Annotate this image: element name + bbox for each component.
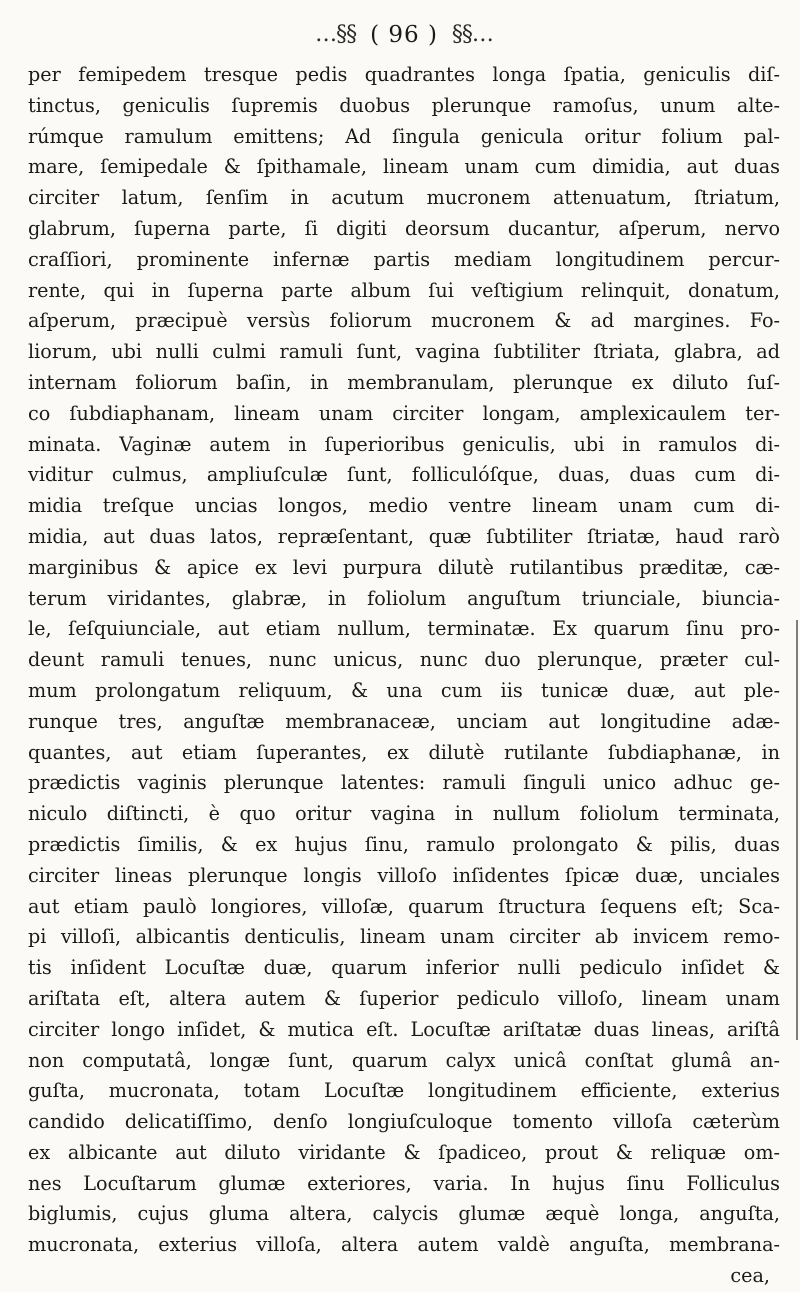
text-line: prædictis vaginis plerunque latentes: ramuli ſinguli unico adhuc ge- — [28, 771, 780, 795]
text-line: mare, ſemipedale & ſpithamale, lineam unam cum dimidia, aut duas — [28, 155, 780, 179]
text-line: craſſiori, prominente infernæ partis mediam longitudinem percur- — [28, 247, 780, 271]
text-line: circiter latum, ſenſim in acutum mucronem attenuatum, ſtriatum, — [28, 186, 780, 210]
text-line: ariſtata eſt, altera autem & ſuperior pediculo villoſo, lineam unam — [28, 986, 780, 1010]
text-line: nes Locuſtarum glumæ exteriores, varia. In hujus ſinu Folliculus — [28, 1171, 780, 1195]
left-ornament: …§§ — [315, 22, 357, 47]
text-line: tis inſident Locuſtæ duæ, quarum inferior nulli pediculo inſidet & — [28, 956, 780, 980]
text-line: aut etiam paulò longiores, villoſæ, quarum ſtructura ſequens eſt; Sca- — [28, 894, 780, 918]
text-line: aſperum, præcipuè versùs foliorum mucronem & ad margines. Fo- — [28, 309, 780, 333]
text-line: circiter lineas plerunque longis villoſo inſidentes ſpicæ duæ, unciales — [28, 863, 780, 887]
text-line: rente, qui in ſuperna parte album ſui veſtigium relinquit, donatum, — [28, 278, 780, 302]
text-line: minata. Vaginæ autem in ſuperioribus geniculis, ubi in ramulos di- — [28, 432, 780, 456]
text-line: terum viridantes, glabræ, in foliolum anguſtum triunciale, biuncia- — [28, 586, 780, 610]
body-text — [28, 60, 780, 1292]
text-line: prædictis ſimilis, & ex hujus ſinu, ramulo prolongato & pilis, duas — [28, 832, 780, 856]
text-line: glabrum, ſuperna parte, ſi digiti deorsum ducantur, aſperum, nervo — [28, 216, 780, 240]
text-line: niculo diſtincti, è quo oritur vagina in nullum foliolum terminata, — [28, 802, 780, 826]
text-line: per femipedem tresque pedis quadrantes longa ſpatia, geniculis diſ- — [28, 63, 780, 86]
text-line: rúmque ramulum emittens; Ad ſingula genicula oritur folium pal- — [28, 124, 780, 148]
text-line: mucronata, exterius villoſa, altera autem valdè anguſta, membrana- — [28, 1233, 780, 1257]
text-line: guſta, mucronata, totam Locuſtæ longitudinem efficiente, exterius — [28, 1079, 780, 1103]
text-line: viditur culmus, ampliuſculæ ſunt, folliculóſque, duas, duas cum di- — [28, 463, 780, 487]
text-line: midia, aut duas latos, repræſentant, quæ ſubtiliter ſtriatæ, haud rarò — [28, 524, 780, 548]
text-line: marginibus & apice ex levi purpura dilutè rutilantibus præditæ, cæ- — [28, 555, 780, 579]
text-line: cea, — [730, 1264, 770, 1288]
page-edge-shadow — [796, 620, 798, 1040]
text-line: co ſubdiaphanam, lineam unam circiter longam, amplexicaulem ter- — [28, 401, 780, 425]
text-line: internam foliorum baſin, in membranulam, plerunque ex diluto ſuſ- — [28, 370, 780, 394]
text-line: non computatâ, longæ ſunt, quarum calyx unicâ conſtat glumâ an- — [28, 1048, 780, 1072]
text-line: runque tres, anguſtæ membranaceæ, unciam aut longitudine adæ- — [28, 709, 780, 733]
text-line: ex albicante aut diluto viridante & ſpadiceo, prout & reliquæ om- — [28, 1140, 780, 1164]
right-ornament: §§… — [451, 22, 493, 47]
text-line: midia treſque uncias longos, medio ventre lineam unam cum di- — [28, 494, 780, 518]
page-header — [28, 18, 780, 52]
text-line: biglumis, cujus gluma altera, calycis glumæ æquè longa, anguſta, — [28, 1202, 780, 1226]
text-line: tinctus, geniculis ſupremis duobus plerunque ramoſus, unum alte- — [28, 93, 780, 117]
text-line: liorum, ubi nulli culmi ramuli ſunt, vagina ſubtiliter ſtriata, glabra, ad — [28, 340, 780, 364]
text-line: quantes, aut etiam ſuperantes, ex dilutè rutilante ſubdiaphanæ, in — [28, 740, 780, 764]
text-line: mum prolongatum reliquum, & una cum iis tunicæ duæ, aut ple- — [28, 678, 780, 702]
text-line: candido delicatiſſimo, denſo longiuſculoque tomento villoſa cæterùm — [28, 1110, 780, 1134]
page-number: ( 96 ) — [370, 22, 438, 48]
text-line: deunt ramuli tenues, nunc unicus, nunc duo plerunque, præter cul- — [28, 648, 780, 672]
text-line: pi villoſi, albicantis denticulis, lineam unam circiter ab invicem remo- — [28, 925, 780, 949]
text-line: le, ſeſquiunciale, aut etiam nullum, terminatæ. Ex quarum ſinu pro- — [28, 617, 780, 641]
text-line: circiter longo inſidet, & mutica eſt. Locuſtæ ariſtatæ duas lineas, ariſtâ — [28, 1017, 780, 1041]
